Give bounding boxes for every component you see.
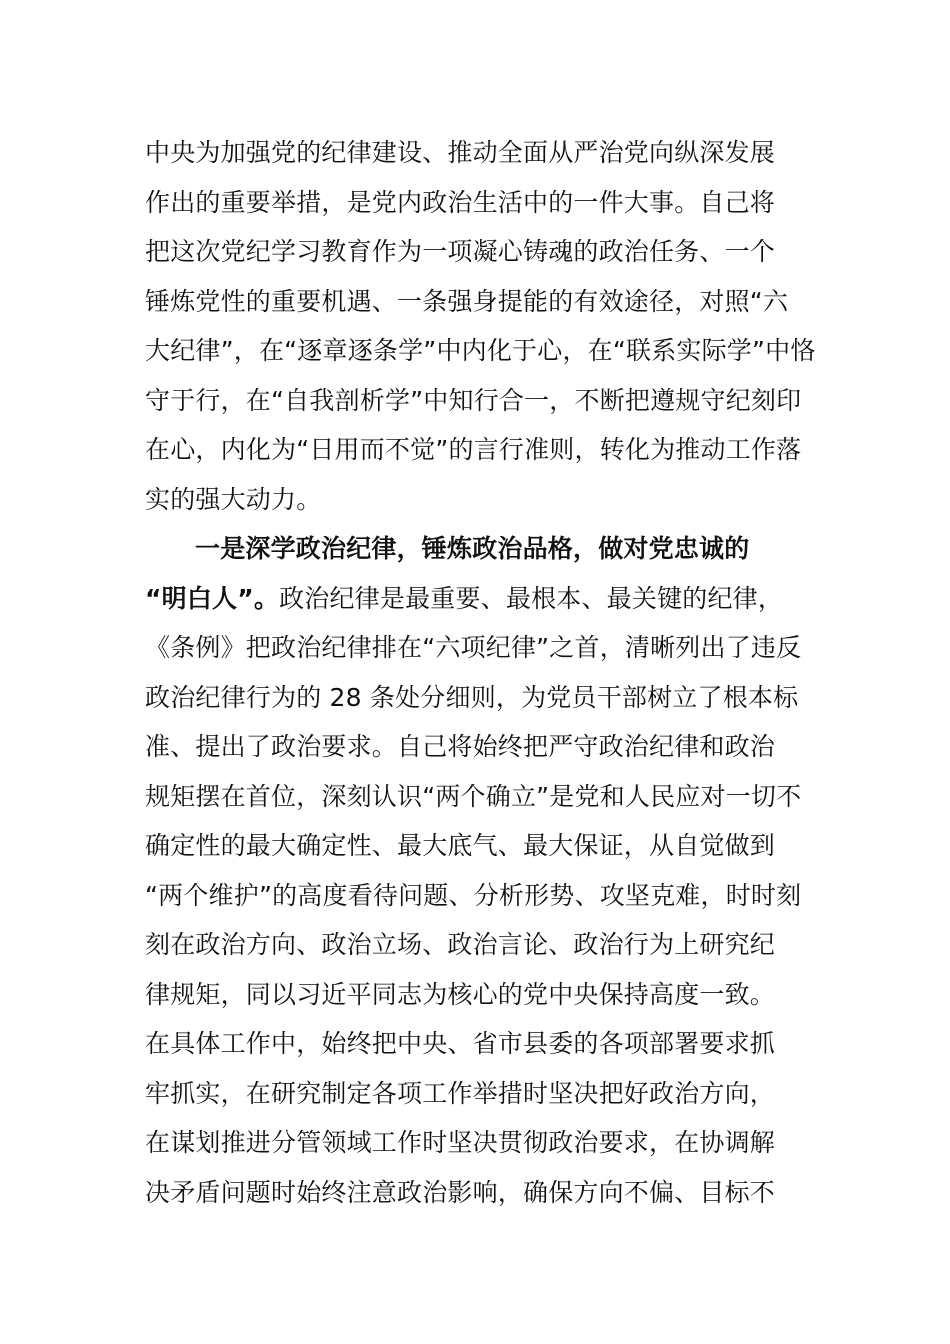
text-line: 作出的重要举措，是党内政治生活中的一件大事。自己将: [145, 187, 776, 217]
text-line: 大纪律”，在“逐章逐条学”中内化于心，在“联系实际学”中恪: [145, 336, 816, 365]
text-line: 在具体工作中，始终把中央、省市县委的各项部署要求抓: [145, 1029, 776, 1058]
text-line: 规矩摆在首位，深刻认识“两个确立”是党和人民应对一切不: [145, 781, 802, 811]
section-heading-end: “明白人”。: [145, 583, 280, 613]
text-line-mixed: [145, 574, 845, 624]
text-line: 准、提出了政治要求。自己将始终把严守政治纪律和政治: [145, 732, 776, 761]
text-line: 确定性的最大确定性、最大底气、最大保证，从自觉做到: [145, 831, 776, 860]
text-line: 政治纪律行为的 28 条处分细则，为党员干部树立了根本标: [145, 682, 799, 712]
section-text-start: 政治纪律是最重要、最根本、最关键的纪律，: [279, 583, 784, 613]
text-line: 在谋划推进分管领域工作时坚决贯彻政治要求，在协调解: [145, 1128, 776, 1157]
text-line: 实的强大动力。: [145, 484, 322, 514]
text-line: 刻在政治方向、政治立场、政治言论、政治行为上研究纪: [145, 930, 776, 959]
text-line: “两个维护”的高度看待问题、分析形势、攻坚克难，时时刻: [145, 880, 802, 910]
text-line: 中央为加强党的纪律建设、推动全面从严治党向纵深发展: [145, 138, 776, 167]
text-line: 《条例》把政治纪律排在“六项纪律”之首，清晰列出了违反: [145, 633, 802, 662]
text-line: 守于行，在“自我剖析学”中知行合一，不断把遵规守纪刻印: [145, 385, 802, 415]
text-line: 把这次党纪学习教育作为一项凝心铸魂的政治任务、一个: [145, 237, 776, 266]
text-line: 决矛盾问题时始终注意政治影响，确保方向不偏、目标不: [145, 1177, 776, 1207]
text-line: 牢抓实，在研究制定各项工作举措时坚决把好政治方向，: [145, 1078, 776, 1108]
text-line: 锤炼党性的重要机遇、一条强身提能的有效途径，对照“六: [145, 286, 789, 316]
section-heading-line: 一是深学政治纪律，锤炼政治品格，做对党忠诚的: [195, 534, 750, 563]
text-line: 律规矩，同以习近平同志为核心的党中央保持高度一致。: [145, 979, 776, 1009]
text-line: 在心，内化为“日用而不觉”的言行准则，转化为推动工作落: [145, 435, 802, 464]
body-text: [145, 128, 845, 1217]
